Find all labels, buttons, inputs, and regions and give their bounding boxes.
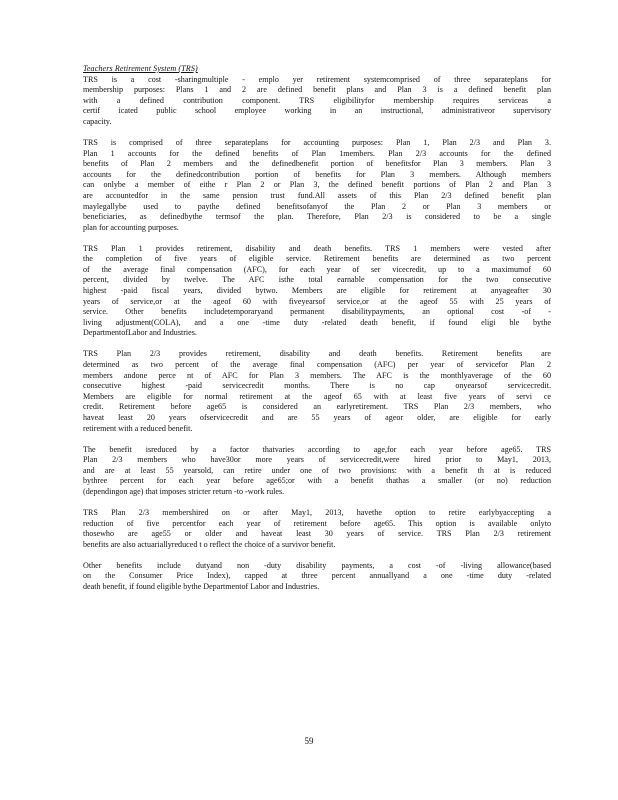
text-line: determined as two percent of the average final compensation (AFC) per year of servicefor Plan 2	[83, 360, 551, 370]
text-line: thosewho are age55 or older and haveat least 30 years of service. TRS Plan 2/3 retirement	[83, 529, 551, 539]
text-line: membership purposes: Plans 1 and 2 are defined benefit plans and Plan 3 is a defined benefit plan	[83, 85, 551, 95]
text-line: TRS is a cost -sharingmultiple - emplo yer retirement systemcomprised of three separateplans for	[83, 74, 551, 84]
text-line: Plan 2/3 members who have30or more years of servicecredit,were hired prior to May1, 2013,	[83, 455, 551, 465]
text-line: maylegallybe used to paythe defined benefitsofanyof the Plan 2 or Plan 3 members or	[83, 201, 551, 211]
text-line: benefits are also actuariallyreduced t o reflect the choice of a survivor benefit.	[83, 539, 336, 549]
text-line: haveat least 20 years ofservicecredit and are 55 years of ageor older, are eligible for early	[83, 412, 551, 422]
text-line: Other benefits include dutyand non -duty disability payments, a cost -of -living allowance(based	[83, 560, 551, 570]
text-line: credit. Retirement before age65 is considered an earlyretirement. TRS Plan 2/3 members, who	[83, 402, 551, 412]
text-line: death benefit, if found eligible bythe Departmentof Labor and Industries.	[83, 581, 320, 591]
text-line: (dependingon age) that imposes stricter return -to -work rules.	[83, 486, 285, 496]
text-line: Plan 1 accounts for the defined benefits of Plan 1members. Plan 2/3 accounts for the defined	[83, 148, 551, 158]
text-line: highest -paid fiscal years, divided bytwo. Members are eligible for retirement at anyageafter 30	[83, 286, 551, 296]
body-text	[83, 75, 551, 593]
text-line: members andone perce nt of AFC for Plan 3 members. The AFC is the monthlyaverage of the 60	[83, 370, 551, 380]
text-line: retirement with a reduced benefit.	[83, 423, 193, 433]
text-line: years of service,or at the ageof 60 with fiveyearsof service,or at the ageof 55 with 25 years of	[83, 296, 551, 306]
paragraph-5	[83, 445, 551, 498]
text-line: and are at least 55 yearsold, can retire under one of two provisions: with a benefit th at is reduced	[83, 465, 551, 475]
page-number: 59	[304, 736, 314, 746]
text-line: with a defined contribution component. TRS eligibilityfor membership requires serviceas a	[83, 95, 551, 105]
text-line: certif icated public school employee working in an instructional, administrativeor supervisory	[83, 106, 551, 116]
text-line: TRS Plan 2/3 provides retirement, disability and death benefits. Retirement benefits are	[83, 349, 551, 359]
text-line: The benefit isreduced by a factor thatvaries according to age,for each year before age65. TRS	[83, 444, 551, 454]
text-line: on the Consumer Price Index), capped at three percent annuallyand a one -time duty -related	[83, 571, 551, 581]
text-line: percent, divided by twelve. The AFC isthe total earnable compensation for the two consecutive	[83, 275, 551, 285]
text-line: reduction of five percentfor each year of retirement before age65. This option is available onlyto	[83, 518, 551, 528]
text-line: can onlybe a member of eithe r Plan 2 or Plan 3, the defined benefit portions of Plan 2 and Plan 3	[83, 180, 551, 190]
text-line: bythree percent for each year before age65;or with a benefit thathas a smaller (or no) reduction	[83, 476, 551, 486]
paragraph-3	[83, 244, 551, 339]
text-line: plan for accounting purposes.	[83, 222, 179, 232]
section-heading: Teachers Retirement System (TRS)	[83, 64, 198, 73]
paragraph-1	[83, 75, 551, 128]
text-line: beneficiaries, as definedbythe termsof the plan. Therefore, Plan 2/3 is considered to be a single	[83, 212, 551, 222]
text-line: TRS Plan 2/3 membershired on or after May1, 2013, havethe option to retire earlybyaccepting a	[83, 507, 551, 517]
text-line: TRS is comprised of three separateplans for accounting purposes: Plan 1, Plan 2/3 and Plan 3.	[83, 137, 551, 147]
page-content	[83, 64, 551, 603]
text-line: the completion of five years of eligible service. Retirement benefits are determined as two percent	[83, 254, 551, 264]
paragraph-6	[83, 508, 551, 550]
text-line: accounts for the definedcontribution portion of benefits for Plan 3 members. Although members	[83, 169, 551, 179]
text-line: TRS Plan 1 provides retirement, disability and death benefits. TRS 1 members were vested after	[83, 243, 551, 253]
text-line: of the average final compensation (AFC), for each year of ser vicecredit, up to a maximumof 60	[83, 264, 551, 274]
text-line: are accountedfor in the same pension trust fund.All assets of this Plan 2/3 defined benefit plan	[83, 190, 551, 200]
text-line: service. Other benefits includetemporaryand permanent disabilitypayments, an optional cost -of -	[83, 307, 551, 317]
text-line: consecutive highest -paid servicecredit months. There is no cap onyearsof servicecredit.	[83, 381, 551, 391]
text-line: capacity.	[83, 116, 112, 126]
paragraph-4	[83, 349, 551, 434]
text-line: DepartmentofLabor and Industries.	[83, 328, 197, 338]
text-line: Members are eligible for normal retirement at the ageof 65 with at least five years of servi ce	[83, 391, 551, 401]
text-line: living adjustment(COLA), and a one -time duty -related death benefit, if found eligi ble bythe	[83, 317, 551, 327]
paragraph-2	[83, 138, 551, 233]
paragraph-7	[83, 561, 551, 593]
text-line: benefits of Plan 2 members and the definedbenefit portion of benefitsfor Plan 3 members. Plan 3	[83, 159, 551, 169]
